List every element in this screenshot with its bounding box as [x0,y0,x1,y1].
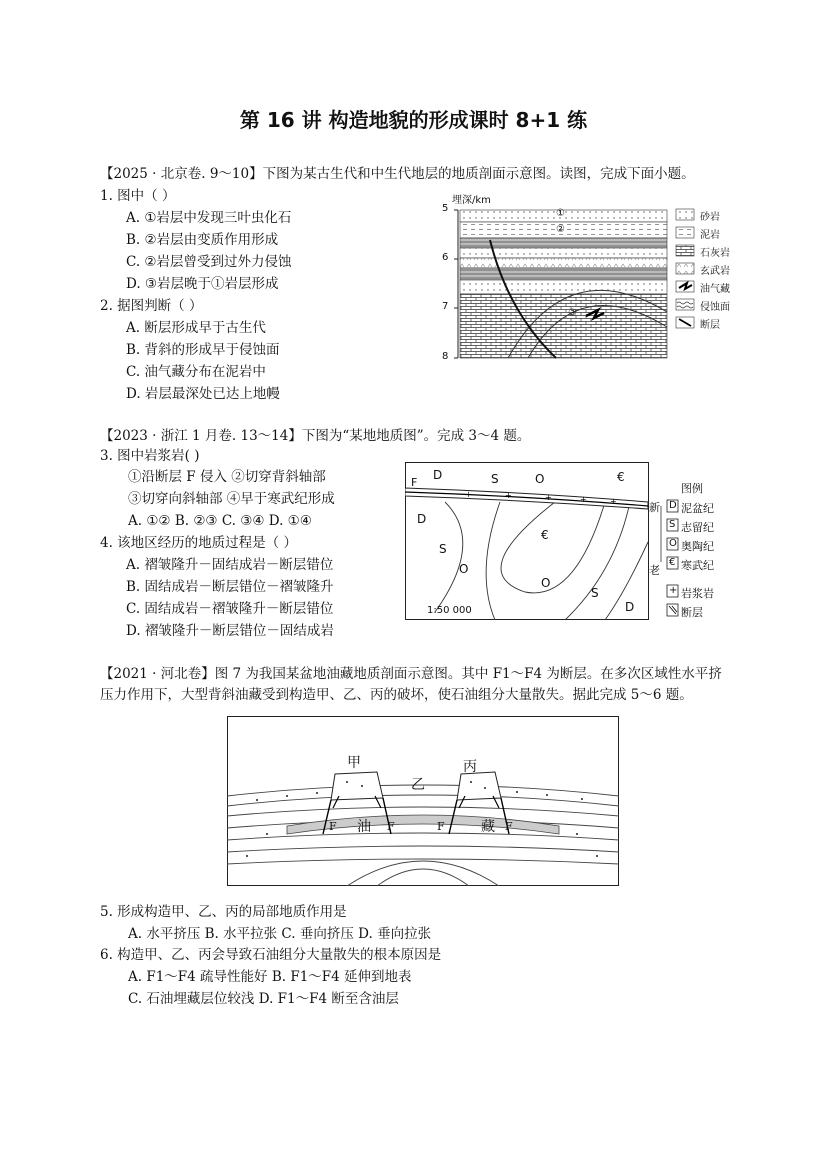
geologic-map-figure [405,462,745,622]
map-label: € [541,528,549,542]
svg-text:+: + [545,493,552,502]
map-label: S [591,586,599,600]
legend-mudstone: 泥岩 [700,230,720,241]
map-label: € [617,470,625,484]
map-scale: 1:50 000 [427,605,472,616]
oil-reservoir-figure [227,716,619,886]
depth-axis-title: 埋深/km [452,195,491,206]
section2-intro: 【2023 · 浙江 1 月卷. 13～14】下图为“某地地质图”。完成 3～4 题。 [100,428,531,444]
q1-option-b: B. ②岩层由变质作用形成 [126,232,279,248]
q5-stem: 5. 形成构造甲、乙、丙的局部地质作用是 [100,904,347,920]
q6-options-1: A. F1～F4 疏导性能好 B. F1～F4 延伸到地表 [128,969,412,985]
svg-text:+: + [505,491,512,500]
fault-f-label: F [329,820,337,833]
map-label: O [535,472,545,486]
legend-sandstone: 砂岩 [700,212,720,223]
q2-option-d: D. 岩层最深处已达上地幔 [126,386,280,402]
q1-option-a: A. ①岩层中发现三叶虫化石 [126,210,292,226]
legend-symbol: S [669,519,676,530]
q2-option-c: C. 油气藏分布在泥岩中 [126,364,266,380]
geologic-section-figure [438,192,738,370]
layer-mark-3: ③ [568,308,577,319]
q1-option-c: C. ②岩层曾受到过外力侵蚀 [126,254,292,270]
map-label: O [459,562,469,576]
legend-fault: 断层 [681,606,703,619]
legend-igneous: 岩浆岩 [681,587,714,600]
q2-option-a: A. 断层形成早于古生代 [126,320,266,336]
depth-tick: 8 [442,351,449,362]
q2-option-b: B. 背斜的形成早于侵蚀面 [126,342,280,358]
svg-text:+: + [610,497,617,506]
map-label: D [433,468,443,482]
fault-f-label: F [505,820,513,833]
q6-options-2: C. 石油埋藏层位较浅 D. F1～F4 断至含油层 [128,991,399,1007]
section3-intro-line2: 压力作用下，大型背斜油藏受到构造甲、乙、丙的破坏，使石油组分大量散失。据此完成 5～6 题。 [100,687,693,703]
layer-mark-2: ② [556,224,565,235]
map-label: D [417,512,427,526]
q4-stem: 4. 该地区经历的地质过程是（ ） [100,535,297,551]
reservoir-label: 藏 [481,819,495,835]
depth-tick: 6 [442,252,449,263]
q4-option-b: B. 固结成岩－断层错位－褶皱隆升 [126,579,334,595]
legend-symbol: O [669,538,677,549]
structure-yi-label: 乙 [411,777,425,793]
q3-statements-2: ③切穿向斜轴部 ④早于寒武纪形成 [128,491,335,507]
fault-f-label: F [437,820,445,833]
map-label: S [439,542,447,556]
legend-fault: 断层 [700,320,720,331]
q3-stem: 3. 图中岩浆岩( ) [100,448,200,464]
legend-basalt: 玄武岩 [700,266,730,277]
svg-text:+: + [465,490,472,499]
svg-text:+: + [580,495,587,504]
map-label: S [491,472,499,486]
q2-stem: 2. 据图判断（ ） [100,298,203,314]
legend-silurian: 志留纪 [681,521,714,534]
q1-stem: 1. 图中（ ） [100,188,176,204]
q5-answers: A. 水平挤压 B. 水平拉张 C. 垂向挤压 D. 垂向拉张 [128,926,432,942]
legend-erosion-surface: 侵蚀面 [700,302,730,313]
depth-tick: 5 [442,203,449,214]
legend-new-label: 新 [649,501,660,514]
structure-jia-label: 甲 [347,755,361,771]
q4-option-a: A. 褶皱隆升－固结成岩－断层错位 [126,557,334,573]
map-label: O [541,576,551,590]
legend-old-label: 老 [649,564,660,577]
map-label: D [625,600,635,614]
legend-cambrian: 寒武纪 [681,559,714,572]
q4-option-d: D. 褶皱隆升－断层错位－固结成岩 [126,623,334,639]
legend-ordovician: 奥陶纪 [681,540,714,553]
oil-label: 油 [357,819,371,835]
q1-option-d: D. ③岩层晚于①岩层形成 [126,276,279,292]
q6-stem: 6. 构造甲、乙、丙会导致石油组分大量散失的根本原因是 [100,947,442,963]
legend-oil-gas: 油气藏 [700,284,730,295]
legend-title: 图例 [681,482,703,495]
legend-symbol: + [669,585,678,596]
fault-f-label: F [387,820,395,833]
structure-bing-label: 丙 [463,759,477,775]
q3-statements-1: ①沿断层 F 侵入 ②切穿背斜轴部 [128,469,326,485]
legend-symbol: D [669,500,677,511]
fault-label: F [411,476,418,489]
legend-symbol: € [669,557,676,568]
q3-answers: A. ①② B. ②③ C. ③④ D. ①④ [128,513,312,529]
section1-intro: 【2025 · 北京卷. 9～10】下图为某古生代和中生代地层的地质剖面示意图。读图，完成下面小题。 [100,166,695,182]
legend-limestone: 石灰岩 [700,248,730,259]
q4-option-c: C. 固结成岩－褶皱隆升－断层错位 [126,601,334,617]
layer-mark-1: ① [556,208,565,219]
depth-tick: 7 [442,301,449,312]
page-title: 第 16 讲 构造地貌的形成课时 8+1 练 [239,108,588,132]
section3-intro-line1: 【2021 · 河北卷】图 7 为我国某盆地油藏地质剖面示意图。其中 F1～F4 为断层。在多次区域性水平挤 [100,666,722,682]
legend-devonian: 泥盆纪 [681,502,714,515]
